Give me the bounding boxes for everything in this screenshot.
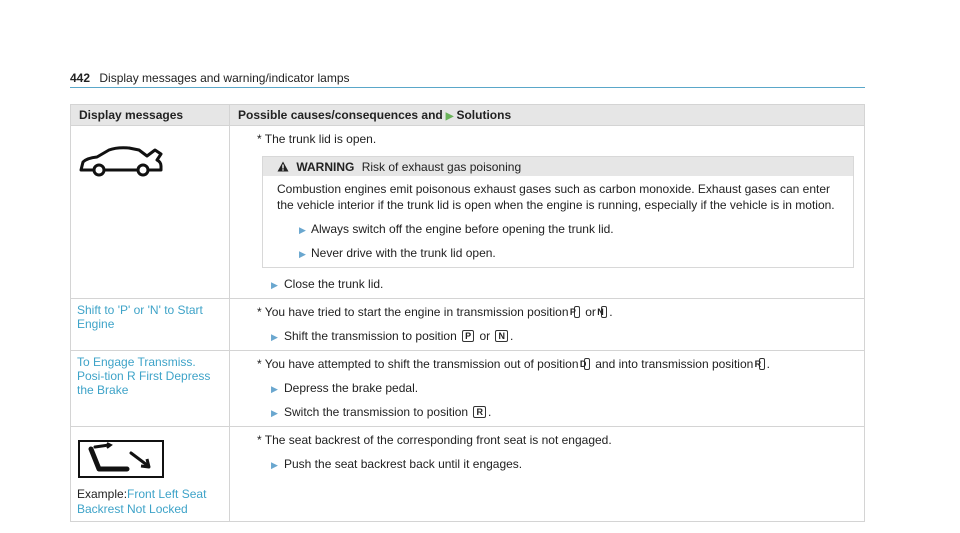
period: . — [487, 405, 492, 419]
gear-key-p: P — [462, 330, 474, 342]
page-number: 442 — [70, 71, 91, 85]
message-cell — [71, 299, 230, 351]
gear-key-r: R — [759, 358, 765, 370]
cause-cell — [230, 427, 865, 522]
step-arrow-icon: ▶ — [271, 332, 278, 342]
step-arrow-icon: ▶ — [299, 249, 306, 259]
or-text: or — [585, 305, 596, 319]
solution-step-text: Push the seat backrest back until it engages. — [284, 457, 523, 471]
warning-title: WARNING — [296, 160, 355, 174]
cause-cell — [230, 126, 865, 299]
message-cell — [71, 126, 230, 299]
step-arrow-icon: ▶ — [299, 225, 306, 235]
cause-text-part: * You have attempted to shift the transmission out of position — [257, 357, 579, 371]
cause-text: * The trunk lid is open. — [257, 132, 377, 146]
solution-step-text: Depress the brake pedal. — [284, 381, 419, 395]
col2-header-solutions: Solutions — [456, 108, 512, 122]
step-arrow-icon: ▶ — [271, 384, 278, 394]
display-message-text: Front Left Seat Backrest Not Locked — [77, 487, 207, 516]
table-row — [71, 299, 865, 351]
solution-step — [240, 404, 854, 420]
solution-step-text: Shift the transmission to position — [284, 329, 457, 343]
cause-text: * The seat backrest of the corresponding front seat is not engaged. — [257, 433, 612, 447]
step-arrow-icon: ▶ — [271, 408, 278, 418]
cause-text-part: and into transmission position — [595, 357, 754, 371]
warning-step-text: Never drive with the trunk lid open. — [311, 246, 496, 260]
gear-key-p: P — [574, 306, 580, 318]
seat-backrest-icon — [77, 439, 165, 479]
warning-step — [277, 245, 843, 261]
table-row — [71, 126, 865, 299]
step-arrow-icon: ▶ — [271, 460, 278, 470]
display-message-text: To Engage Transmiss. Posi-tion R First Depress the Brake — [77, 355, 211, 397]
warning-body — [263, 176, 853, 267]
page-title: Display messages and warning/indicator lamps — [99, 71, 350, 85]
step-arrow-icon: ▶ — [271, 280, 278, 290]
message-cell — [71, 351, 230, 427]
table-header-row — [71, 105, 865, 126]
warning-header — [263, 157, 853, 176]
period: . — [609, 305, 613, 319]
table-row — [71, 427, 865, 522]
display-messages-table — [70, 104, 865, 522]
cause-cell — [230, 299, 865, 351]
cause-text — [240, 356, 854, 372]
cause-text — [240, 304, 854, 320]
period: . — [509, 329, 514, 343]
gear-key-n: N — [601, 306, 607, 318]
display-message-text: Shift to 'P' or 'N' to Start Engine — [77, 303, 203, 331]
trunk-open-car-icon — [77, 140, 165, 180]
warning-triangle-icon — [277, 161, 289, 172]
gear-key-d: D — [584, 358, 590, 370]
col-header-display-messages: Display messages — [71, 105, 230, 126]
page-header — [70, 71, 350, 85]
gear-key-n: N — [495, 330, 508, 342]
solution-step — [240, 456, 854, 472]
solution-step-text: Close the trunk lid. — [284, 277, 384, 291]
gear-key-r: R — [473, 406, 486, 418]
example-label: Example: — [77, 487, 128, 501]
col-header-causes-solutions — [230, 105, 865, 126]
warning-subtitle: Risk of exhaust gas poisoning — [361, 160, 522, 174]
warning-text: Combustion engines emit poisonous exhaust gases such as carbon monoxide. Exhaust gases can enter the vehicle interior if the trunk lid is open when the engine is running, especially if the vehicle is in motion. — [277, 182, 835, 212]
solution-step — [240, 276, 854, 292]
table-row — [71, 351, 865, 427]
example-message — [77, 487, 223, 517]
period: . — [766, 357, 771, 371]
col2-header-text: Possible causes/consequences and — [238, 108, 443, 122]
warning-step-text: Always switch off the engine before opening the trunk lid. — [311, 222, 614, 236]
warning-box — [262, 156, 854, 268]
message-cell — [71, 427, 230, 522]
cause-cell — [230, 351, 865, 427]
solution-step-text: Switch the transmission to position — [284, 405, 469, 419]
solution-step — [240, 380, 854, 396]
solution-step — [240, 328, 854, 344]
solution-arrow-icon: ▶ — [445, 111, 454, 122]
cause-text-part: * You have tried to start the engine in transmission position — [257, 305, 569, 319]
warning-step — [277, 221, 843, 237]
or-text: or — [479, 329, 491, 343]
header-rule — [70, 87, 865, 88]
